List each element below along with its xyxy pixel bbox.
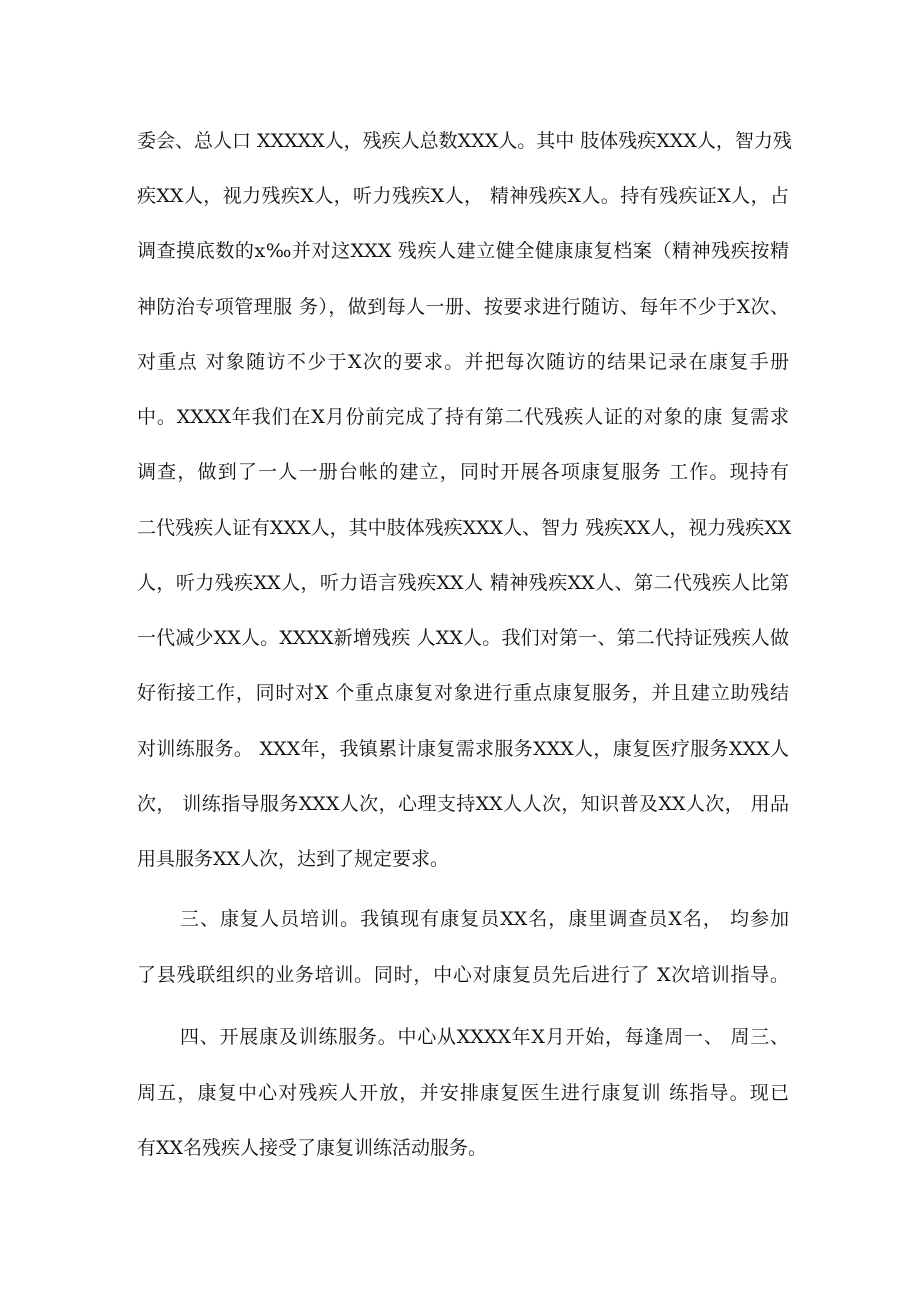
- paragraph-2-line-1: 三、康复人员培训。我镇现有康复员XX名，康里调查员X名， 均参加: [180, 908, 789, 930]
- paragraph-1-line-7: 调查，做到了一人一册台帐的建立，同时开展各项康复服务 工作。现持有: [137, 461, 789, 483]
- paragraph-1-line-5: 对重点 对象随访不少于X次的要求。并把每次随访的结果记录在康复手册: [137, 351, 789, 373]
- paragraph-2-line-2: 了县残联组织的业务培训。同时，中心对康复员先后进行了 X次培训指导。: [137, 964, 789, 986]
- paragraph-3-line-3: 有XX名残疾人接受了康复训练活动服务。: [137, 1137, 488, 1159]
- paragraph-1-line-4: 神防治专项管理服 务），做到每人一册、按要求进行随访、每年不少于X次、: [137, 296, 789, 318]
- paragraph-1-line-12: 对训练服务。 XXX年，我镇累计康复需求服务XXX人，康复医疗服务XXX人: [137, 738, 789, 760]
- paragraph-1-line-1: 委会、总人口 XXXXX人，残疾人总数XXX人。其中 肢体残疾XXX人，智力残: [137, 130, 792, 152]
- paragraph-1-line-11: 好衔接工作，同时对X 个重点康复对象进行重点康复服务，并且建立助残结: [137, 682, 789, 704]
- paragraph-1-line-8: 二代残疾人证有XXX人，其中肢体残疾XXX人、智力 残疾XX人，视力残疾XX: [137, 517, 792, 539]
- paragraph-1-line-10: 一代减少XX人。XXXX新增残疾 人XX人。我们对第一、第二代持证残疾人做: [137, 627, 789, 649]
- paragraph-1-line-2: 疾XX人，视力残疾X人，听力残疾X人， 精神残疾X人。持有残疾证X人，占: [137, 185, 789, 207]
- paragraph-1-line-3: 调查摸底数的x‰并对这XXX 残疾人建立健全健康康复档案（精神残疾按精: [137, 240, 789, 262]
- paragraph-3-line-1: 四、开展康及训练服务。中心从XXXX年X月开始，每逢周一、 周三、: [180, 1026, 789, 1048]
- paragraph-3-line-2: 周五，康复中心对残疾人开放，并安排康复医生进行康复训 练指导。现已: [137, 1082, 789, 1104]
- paragraph-1-line-13: 次， 训练指导服务XXX人次，心理支持XX人人次，知识普及XX人次， 用品: [137, 793, 789, 815]
- paragraph-1-line-14: 用具服务XX人次，达到了规定要求。: [137, 848, 450, 870]
- paragraph-1-line-6: 中。XXXX年我们在X月份前完成了持有第二代残疾人证的对象的康 复需求: [137, 406, 789, 428]
- paragraph-1-line-9: 人，听力残疾XX人，听力语言残疾XX人 精神残疾XX人、第二代残疾人比第: [137, 572, 789, 594]
